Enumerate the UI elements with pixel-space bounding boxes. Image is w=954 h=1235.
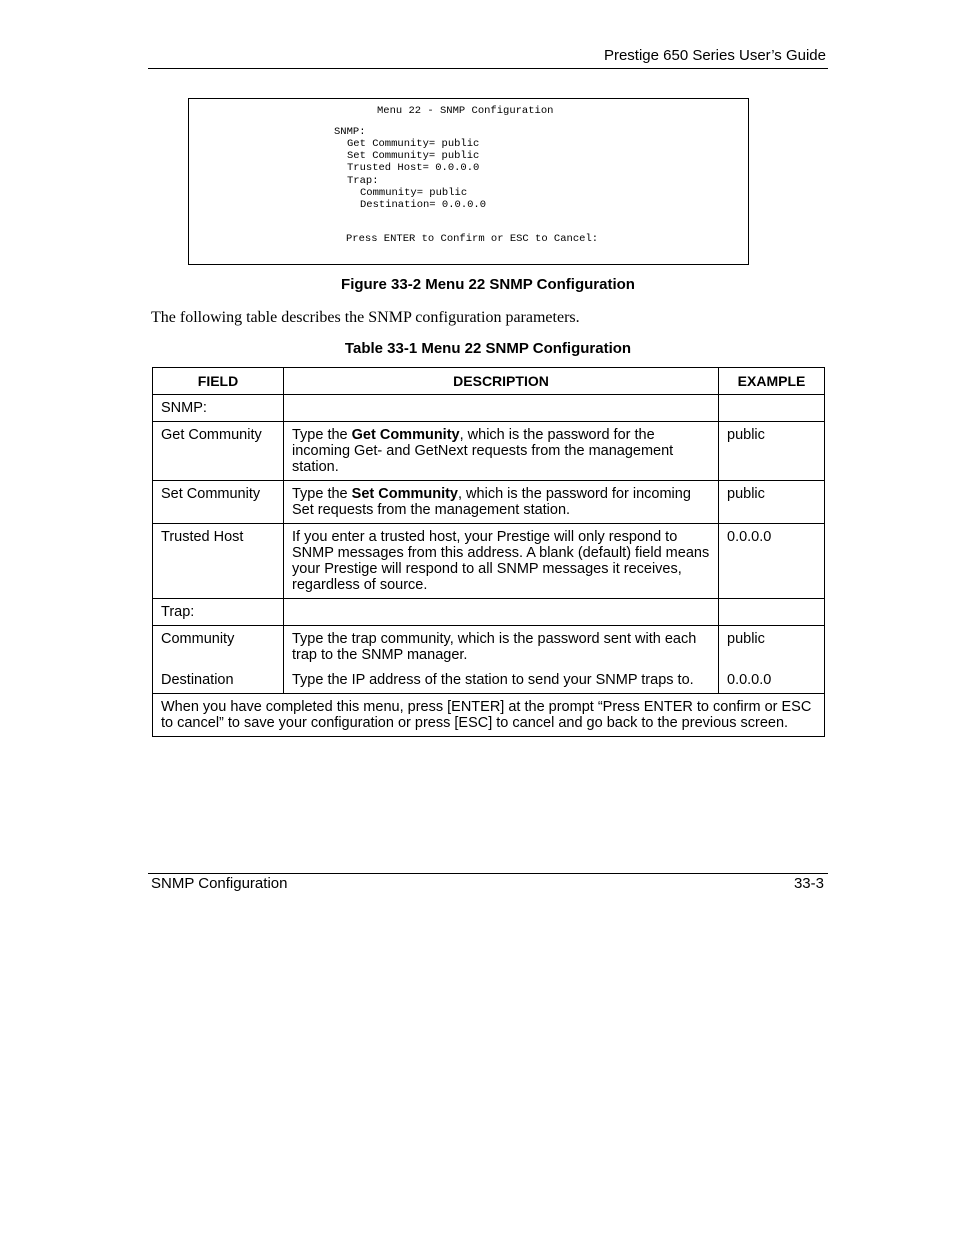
terminal-trap-label: Trap: (347, 175, 379, 187)
description-text: Type the (292, 427, 352, 443)
trap-community-description: Type the trap community, which is the password sent with each trap to the SNMP manager. (292, 631, 697, 663)
example-cell: 0.0.0.0 (719, 524, 825, 599)
field-cell: SNMP: (153, 395, 284, 422)
terminal-set-community: Set Community= public (347, 150, 480, 162)
trap-community-example: public (727, 631, 765, 647)
table-note: When you have completed this menu, press [ENTER] at the prompt “Press ENTER to confirm or ESC to cancel” to save your configuration or press [ESC] to cancel and go back to the previous screen. (153, 694, 825, 737)
description-cell (284, 481, 719, 524)
description-cell: If you enter a trusted host, your Prestige will only respond to SNMP messages from this address. A blank (default) field means your Prestige will respond to all SNMP messages it receives, regardless of source. (284, 524, 719, 599)
terminal-menu-title: Menu 22 - SNMP Configuration (377, 105, 554, 117)
trap-destination-field: Destination (161, 672, 234, 688)
trap-destination-example: 0.0.0.0 (727, 672, 772, 688)
example-cell: public (719, 481, 825, 524)
terminal-snmp-label: SNMP: (334, 126, 366, 138)
description-cell (284, 599, 719, 626)
terminal-prompt: Press ENTER to Confirm or ESC to Cancel: (346, 233, 599, 245)
description-text: , which is the password for incoming Set requests from the management station. (292, 486, 691, 518)
trap-community-field: Community (161, 631, 235, 647)
intro-paragraph: The following table describes the SNMP configuration parameters. (151, 309, 580, 326)
example-cell (719, 626, 825, 694)
footer-rule (148, 873, 828, 874)
table-row (153, 481, 825, 524)
table-row (153, 422, 825, 481)
example-cell (719, 599, 825, 626)
page-number: 33-3 (793, 875, 824, 892)
description-text: Type the (292, 486, 352, 502)
terminal-get-community: Get Community= public (347, 138, 480, 150)
table-header-row (153, 368, 825, 395)
column-header-example: EXAMPLE (719, 368, 825, 395)
description-text: , which is the password for the incoming Get- and GetNext requests from the management station. (292, 427, 674, 475)
table-caption: Table 33-1 Menu 22 SNMP Configuration (344, 340, 632, 357)
example-cell: public (719, 422, 825, 481)
field-cell: Trap: (153, 599, 284, 626)
description-bold-term: Set Community (351, 486, 458, 502)
description-cell (284, 422, 719, 481)
terminal-screen-figure (188, 98, 749, 265)
field-cell: Get Community (153, 422, 284, 481)
header-rule (148, 68, 828, 69)
footer-section-title: SNMP Configuration (151, 875, 288, 892)
field-cell: Set Community (153, 481, 284, 524)
description-cell (284, 626, 719, 694)
column-header-description: DESCRIPTION (284, 368, 719, 395)
description-bold-term: Get Community (351, 427, 460, 443)
field-cell (153, 626, 284, 694)
field-cell: Trusted Host (153, 524, 284, 599)
example-cell (719, 395, 825, 422)
terminal-trap-community: Community= public (360, 187, 468, 199)
table-row (153, 626, 825, 694)
table-row (153, 395, 825, 422)
column-header-field: FIELD (153, 368, 284, 395)
running-header: Prestige 650 Series User’s Guide (603, 47, 826, 64)
table-row (153, 599, 825, 626)
table-note-row (153, 694, 825, 737)
snmp-parameters-table (152, 367, 825, 737)
trap-destination-description: Type the IP address of the station to send your SNMP traps to. (292, 672, 694, 688)
figure-caption: Figure 33-2 Menu 22 SNMP Configuration (341, 276, 635, 293)
terminal-trap-destination: Destination= 0.0.0.0 (360, 199, 487, 211)
terminal-trusted-host: Trusted Host= 0.0.0.0 (347, 162, 480, 174)
description-cell (284, 395, 719, 422)
table-row (153, 524, 825, 599)
